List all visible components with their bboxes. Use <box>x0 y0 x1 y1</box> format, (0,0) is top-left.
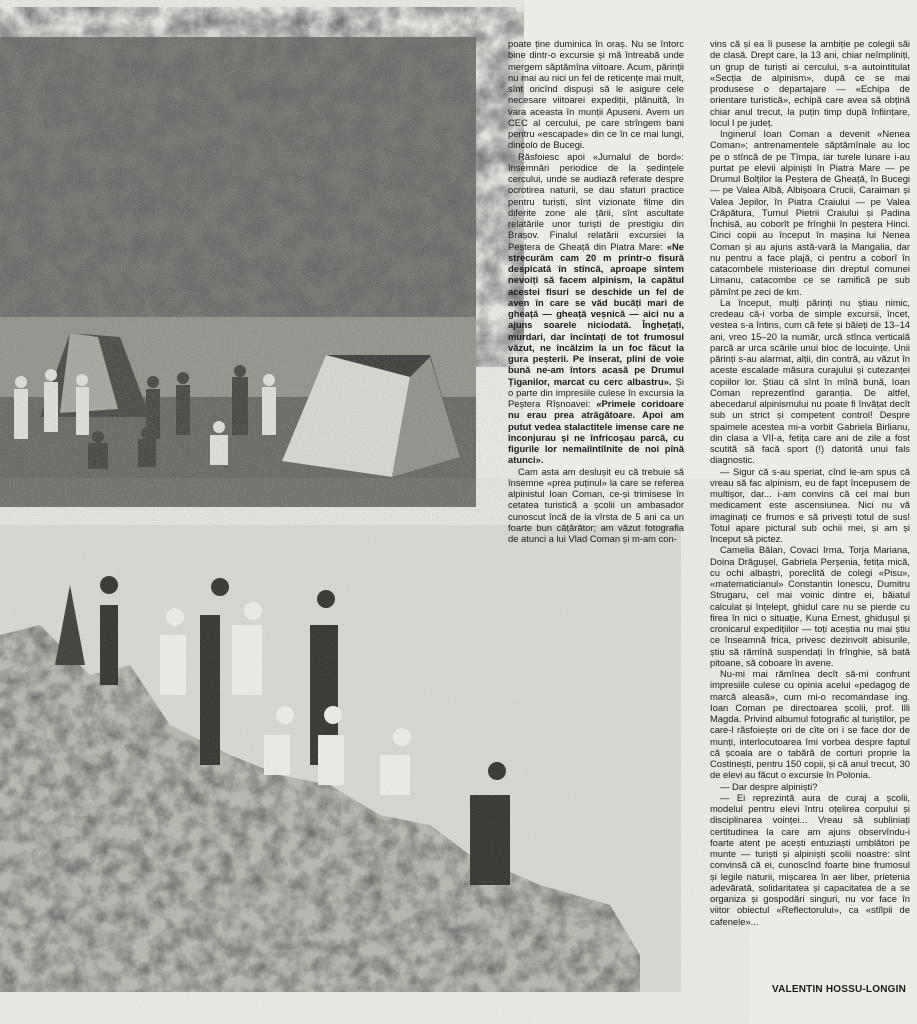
paragraph: — Ei reprezintă aura de curaj a școlii, modelul pentru elevi întru oțelirea corpului și disciplinarea voinței... Vreau să subliniați certitudinea la care am ajuns observîndu-i foarte atent pe acești entuziaști umblători pe munte — turiști și alpiniști școlii noastre: sînt convinsă că ei, cunoscînd foarte bine frumosul și legile naturii, mișcarea în aer liber, prietenia adevărată, solidaritatea și capacitatea de a se organiza și gospodări singuri, nu vor face în viitor obiectul «Reflectorului», ca «stîlpii de cafenele»... <box>710 791 910 927</box>
paragraph: La început, mulți părinți nu știau nimic, credeau că-i vorba de simple excursii, încet, vestea s-a întins, cum că fete și băieți de 13–14 ani, vreo 15–20 la număr, urcă stînca verticală parcă ar urca scările unui bloc de locuințe. Unii părinți s-au alarmat, alții, din contră, au văzut în aceste escalade măsura curajului și cutezanței copiilor lor. Știau că sînt în mînă bună, Ioan Coman reprezentînd garanția. De altfel, abecedarul alpinismului nu poate fi învățat decît sub un strict și competent control! Despre spaimele acestea mi-a vorbit Gabriela Birlianu, din clasa a VII-a, fetița care ani de zile a fost scutită să facă sport (!) datorită unui fals diagnostic. <box>710 296 910 466</box>
author-signature: VALENTIN HOSSU-LONGIN <box>771 984 906 995</box>
paragraph: Camelia Bălan, Covaci Irma, Torja Mariana, Doina Drăgușel, Gabriela Perșenia, fetița mică, cu ochi albaștri, poreclită de colegi «Pisu», «matematicianul» Constantin Ionescu, Dumitru Strugaru, cel mai voinic dintre ei, băiatul calculat și înțelept, ghidul care nu se pierde cu firea în nici o situație, Kuna Ernest, ghidușul și cronicarul expedițiilor — toți aceștia nu mai știu ce înseamnă frica, privesc dezinvolt abisurile, știu să rămînă suspendați în frînghie, să bată pitoane, să coboare în avene. <box>710 544 910 668</box>
paragraph: Inginerul Ioan Coman a devenit «Nenea Coman»; antrenamentele săptămînale au loc pe o stîncă de pe Tîmpa, iar turele lunare i-au purtat pe elevii alpiniști în Piatra Mare — pe Drumul Bolților la Peștera de Gheață, în Bucegi — pe Valea Albă, Albișoara Crucii, Caraiman și Valea Jepilor, în Piatra Craiului — pe Valea Crăpătura, Turnul Pietrii Craiului și Padina Închisă, au coborît pe frînghii în peștera Hinci. Cinci copii au început în mașina lui Nenea Coman și au ajuns astă-vară la Mangalia, dar nu pentru a face plajă, ci pentru a coborî în catacombele misterioase din dreptul comunei Limanu, catacombe ce se ramifică pe sub pămînt pe zeci de km. <box>710 128 910 297</box>
paragraph-text: Și o parte din impresiile culese în excursia la Peștera Rîșnoavei: <box>508 375 684 409</box>
rocks-group-photo <box>0 525 681 992</box>
camp-photo <box>0 37 476 507</box>
paragraph: vins că și ea îi pusese la ambiție pe colegii săi de clasă. Drept care, la 13 ani, chiar neîmpliniți, un grup de turiști ai cercului, s-a autointitulat «Secția de alpinism», după ce se mai produsese o departajare — «Echipa de orientare turistică», echipă care avea să obțină chiar anul trecut, la puțin timp după înființare, locul I pe județ. <box>710 38 910 128</box>
quote-bold: «Primele coridoare nu erau prea atrăgătoare. Apoi am putut vedea stalactitele imense care ne înconjurau și ne înfricoșau parcă, cu figurile lor nemaiîntîlnite de noi pînă atunci». <box>508 398 684 466</box>
paragraph: — Sigur că s-au speriat, cînd le-am spus că vreau să fac alpinism, eu de fapt începusem de multișor, dar... i-am convins că cel mai bun medicament este ascensiunea. Nici nu vă imaginați ce frumos e să privești totul de sus! Totul apare pictural sub ochii mei, și am și început să pictez. <box>710 465 910 544</box>
paragraph: Nu-mi mai rămînea decît să-mi confrunt impresiile culese cu opinia acelui «pedagog de marcă aleasă», cum mi-o recomandase ing. Ioan Coman pe directoarea școlii, prof. Illi Magda. Privind albumul fotografic al turiștilor, pe care-l răsfoiește ori de cîte ori i se face dor de munți, interlocutoarea îmi vorbea despre faptul că școala are o tabără de corturi proprie la Costinești, pentru 150 copii, și că anul trecut, 30 de elevi au făcut o excursie în Polonia. <box>710 668 910 781</box>
quote-bold: «Ne strecurăm cam 20 m printr-o fisură despicată în stîncă, aproape sîntem nevoiți să facem alpinism, la capătul acestei fisuri se deschide un fel de aven în care se văd bucăți mari de gheață — gheață veșnică — aici nu a ajuns soarele niciodată. Înghețați, murdari, dar încîntați de tot frumosul văzut, ne încălzim la un foc făcut la gura peșterii. Pe înserat, plini de voie bună ne-am întors acasă pe Drumul Țiganilor, marcat cu cerc albastru». <box>508 240 684 387</box>
paragraph: — Dar despre alpiniști? <box>720 780 818 792</box>
article-column-1 <box>508 38 684 544</box>
article-column-2 <box>710 38 910 983</box>
paragraph: poate ține duminica în oraș. Nu se întorc bine dintr-o excursie și mă întreabă unde mergem săptămîna viitoare. Acum, părinții nu mai au nici un fel de reticențe mai mult, sînt oricînd dispuși să le asigure cele necesare viitoarei expediții, plănuită, în vara aceasta în munții Apuseni. Avem un CEC al cercului, pe care strîngem bani pentru «escapade» din ce în ce mai lungi, dincolo de Bucegi. <box>508 38 684 151</box>
paragraph: Cam asta am deslușit eu că trebuie să însemne «prea puținul» la care se referea alpinistul Ioan Coman, ce-și trimisese în cetatea turistică a școlii un ambasador cunoscut încă de la vîrsta de 5 ani ca un foarte bun cățărător; am văzut fotografia de atunci a lui Vlad Coman și m-am con- <box>508 465 684 544</box>
paragraph <box>508 151 684 466</box>
paragraph-text: Răsfoiesc apoi «Jurnalul de bord»: însemnări periodice de la ședințele cercului, unde se audiază referate despre ocrotirea naturii, se dau sfaturi practice pentru turiști, sînt vizionate filme din diferite zone ale țării, sînt ascultate relatările unor turiști de prestigiu din Brașov. Finalul relatării excursiei la Peștera de Gheață din Piatra Mare: <box>508 150 684 252</box>
